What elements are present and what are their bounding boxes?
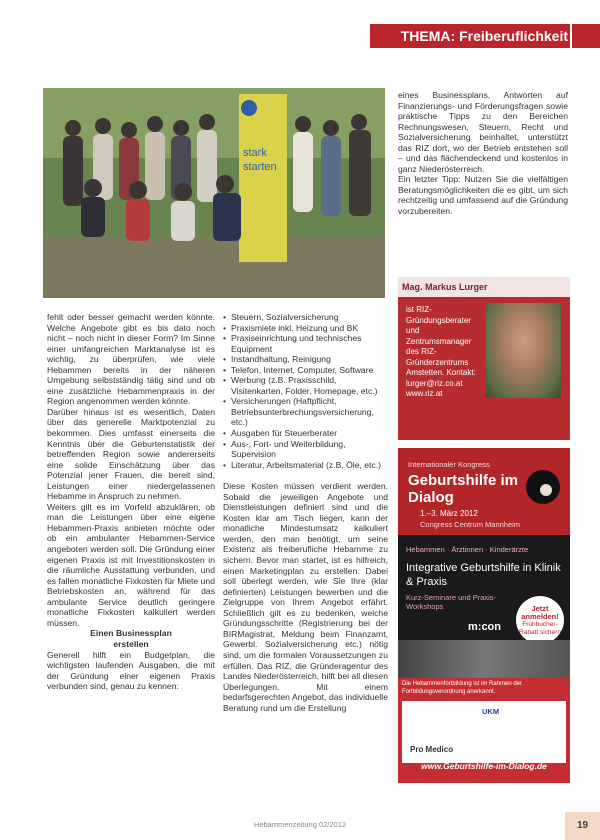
ad-subtitle: Integrative Geburtshilfe in Klinik & Praxis: [406, 562, 561, 588]
sponsor-logo: UKM: [482, 707, 500, 716]
header-tab: [572, 24, 600, 48]
profile-bio: ist RIZ-Gründungsberater und Zentrumsmanager des RIZ-Gründerzentrums Amstetten. Kontakt: lurger@riz.co.at www.riz.at: [406, 305, 476, 398]
sponsor-name: Pro Medico: [410, 745, 454, 754]
sign-text-1: stark: [243, 147, 267, 159]
list-item: • Steuern, Sozialversicherung: [223, 312, 388, 323]
article-paragraph: Generell hilft ein Budgetplan, die wichtigsten laufenden Ausgaben, die mit der Gründung einer eigenen Praxis verbunden sind, genau zu kennen:: [47, 649, 215, 692]
list-item: • Literatur, Arbeitsmaterial (z.B. Öle, etc.): [223, 460, 388, 471]
ad-image-strip: [398, 640, 570, 678]
list-item: • Instandhaltung, Reinigung: [223, 354, 388, 365]
article-column-3: [398, 90, 568, 217]
article-paragraph: eines Businessplans, Antworten auf Finanzierungs- und Förderungsfragen sowie praktische Tipps zu den Bereichen Rechnungswesen, Steuern, Recht und Sozialversicherung beinhaltet, unterstützt das RIZ dort, wo der Betrieb entstehen soll – und das flächendeckend und kostenlos in ganz Niederösterreich.: [398, 90, 568, 174]
article-column-2: [223, 312, 388, 713]
ad-sponsor-panel: [402, 701, 566, 763]
group-photo: [43, 88, 385, 298]
ad-overline: Internationaler Kongress: [408, 460, 490, 469]
article-paragraph: fehlt oder besser gemacht werden könnte. Welche Angebote gibt es bis dato noch nicht – noch nicht in dieser Form? Im Sinne einer umfangreichen Marktanalyse ist es wichtig, zu überprüfen, wie viele Hebammen bereits in der näheren Umgebung selbstständig tätig sind und ob eine zusätzliche Hebammenpraxis in der Region angenommen werden könnte.: [47, 312, 215, 407]
ad-date: 1.–3. März 2012: [420, 509, 478, 518]
ad-badge-main: Jetzt anmelden!: [521, 604, 559, 621]
page-header: [0, 24, 600, 48]
ad-badge-sub: Frühbucher-Rabatt sichern: [519, 621, 561, 636]
list-item: • Versicherungen (Haftpflicht, Betriebsunterbrechungsversicherung, etc.): [223, 396, 388, 428]
page-number: 19: [576, 820, 589, 831]
list-item: • Werbung (z.B. Praxisschild, Visitenkarten, Folder, Homepage, etc.): [223, 375, 388, 396]
ad-tags: Hebammen · Ärztinnen · Kinderärzte: [406, 545, 529, 554]
ad-brand: m:con: [468, 621, 501, 633]
article-paragraph: Darüber hinaus ist es wesentlich, Daten über das generelle Marktpotenzial zu bekommen. Dies umfasst einerseits die Kenntnis über die Geburtenstatistik der betreffenden Region sowie andererseits eine solide Einschätzung über das Potenzial jener Frauen, die bereit sind, Leistungen einer niedergelassenen Hebamme in Anspruch zu nehmen.: [47, 406, 215, 502]
ad-logo-icon: [526, 470, 560, 504]
ad-url: www.Geburtshilfe-im-Dialog.de: [421, 761, 547, 771]
author-portrait: [486, 303, 561, 398]
list-item: • Aus-, Fort- und Weiterbildung, Supervision: [223, 439, 388, 460]
ad-title: Geburtshilfe im Dialog: [408, 472, 519, 506]
ad-badge: [516, 596, 564, 644]
footer-publication: Hebammenzeitung 02/2012: [253, 820, 347, 829]
section-title: THEMA: Freiberuflichkeit: [400, 28, 568, 44]
cost-list: [223, 312, 388, 470]
page-footer: [0, 812, 600, 840]
list-item: • Ausgaben für Steuerberater: [223, 428, 388, 439]
author-profile-box: [398, 277, 570, 440]
group-photo-illustration: [43, 88, 385, 298]
article-paragraph: Diese Kosten müssen verdient werden. Sobald die jeweiligen Angebote und Dienstleistungen definiert sind und die Kosten klar am Tisch liegen, kann der monatliche Mindestumsatz kalkuliert werden, den man benötigt, um seine Existenz als freiberufliche Hebamme zu sichern. Bevor man startet, ist es hilfreich, einen Marketingplan zu erstellen. Dabei soll überlegt werden, wie Sie Ihre (klar definierten) Leistungen bewerben und die Zielgruppe von Ihrem Angebot erfährt. Schließlich gilt es zu bedenken, welche Gründungsschritte (Registrierung bei der BIRMagistrat, Meldung beim Finanzamt, Gewerbl. Sozialversicherung etc.) nötig sind, um die formalen Voraussetzungen zu erfüllen. Das RIZ, die Gründeragentur des Landes Niederösterreich, hilft bei all diesen Überlegungen. Mit einem bedarfsgerechten Angebot, das individuelle Beratung rund um die Erstellung: [223, 481, 388, 713]
article-paragraph: Ein letzter Tipp: Nutzen Sie die vielfältigen Beratungsmöglichkeiten die es gibt, um sich rechtzeitig und umfassend auf die Gründung vorzubereiten.: [398, 174, 568, 217]
ad-info: Kurz-Seminare und Praxis-Workshops: [406, 593, 497, 611]
article-column-1: [47, 312, 215, 692]
ad-note: Die Hebammenfortbildung ist im Rahmen der Fortbildungsverordnung anerkannt.: [402, 681, 523, 695]
section-subheading: [47, 628, 215, 649]
profile-name: Mag. Markus Lurger: [402, 282, 488, 292]
list-item: • Praxiseinrichtung und technisches Equipment: [223, 333, 388, 354]
advertisement: [398, 448, 570, 783]
article-paragraph: Weiters gilt es im Vorfeld abzuklären, ob man die Leistungen über eine eigene Hebammen-Praxis anbieten möchte oder ob ein ambulanter Hebammen-Service angeboten werden soll. Die Gründung einer eigenen Praxis ist mit Investitionskosten in die räumliche Ausstattung verbunden, und es fallen monatliche Fixkosten für Miete und Betriebskosten an, während für das ambulante Service deutlich geringere monatliche Fixkosten kalkuliert werden müssen.: [47, 501, 215, 628]
profile-header: [398, 277, 570, 297]
ad-venue: Congress Centrum Mannheim: [420, 520, 521, 529]
sign-text-2: starten: [243, 161, 277, 173]
subheading-line-2: erstellen: [113, 638, 149, 649]
subheading-line-1: Einen Businessplan: [90, 628, 172, 639]
list-item: • Telefon, Internet, Computer, Software: [223, 365, 388, 376]
list-item: • Praxismiete inkl. Heizung und BK: [223, 323, 388, 334]
